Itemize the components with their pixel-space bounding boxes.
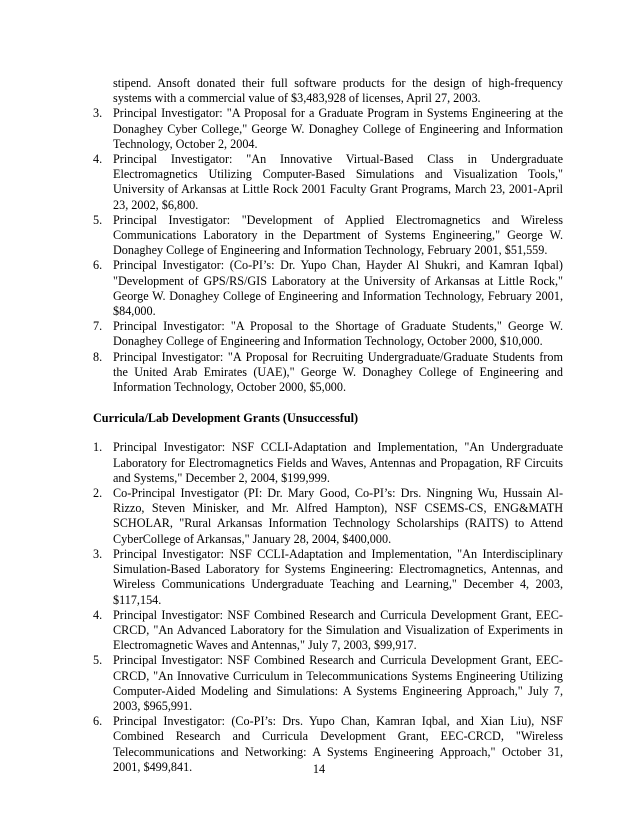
- item-text: Principal Investigator: (Co-PI’s: Dr. Yupo Chan, Hayder Al Shukri, and Kamran Iqbal) "Development of GPS/RS/GIS Laboratory at the University of Arkansas at Little Rock," George W. Donaghey College of Engineering and Information Technology, February 2001, $84,000.: [113, 258, 563, 319]
- list-item: [93, 152, 563, 213]
- list-item: [93, 106, 563, 152]
- item-text: Principal Investigator: "Development of Applied Electromagnetics and Wireless Communications Laboratory in the Department of Systems Engineering," George W. Donaghey College of Engineering and Information Technology, February 2001, $51,559.: [113, 212, 563, 258]
- item-number: 4.: [93, 607, 103, 622]
- list-item: [93, 653, 563, 714]
- funded-grants-list: [93, 106, 563, 395]
- item-number: 7.: [93, 319, 103, 334]
- section-heading: Curricula/Lab Development Grants (Unsuccessful): [93, 411, 359, 426]
- item-number: 6.: [93, 714, 103, 729]
- item-number: 5.: [93, 653, 103, 668]
- item-text: Co-Principal Investigator (PI: Dr. Mary Good, Co-PI’s: Drs. Ningning Wu, Hussain Al-Rizzo, Steven Minisker, and Mr. Alfred Hampton), NSF CSEMS-CS, ENG&MATH SCHOLAR, "Rural Arkansas Information Technology Scholarships (RAITS) to Attend CyberCollege of Arkansas," January 28, 2004, $400,000.: [113, 486, 563, 546]
- item-number: 6.: [93, 258, 103, 273]
- list-item: [93, 608, 563, 654]
- item-number: 4.: [93, 152, 103, 167]
- continued-item-text: stipend. Ansoft donated their full software products for the design of high-frequency systems with a commercial value of $3,483,928 of licenses, April 27, 2003.: [113, 76, 563, 106]
- item-number: 8.: [93, 349, 103, 364]
- item-text: Principal Investigator: NSF CCLI-Adaptation and Implementation, "An Interdisciplinary Simulation-Based Laboratory for Systems Engineering: Electromagnetics, Antennas, and Wireless Communications Undergraduate Teaching and Learning," December 4, 2003, $117,154.: [113, 546, 563, 607]
- item-number: 2.: [93, 486, 103, 501]
- page-number: 14: [312, 762, 326, 776]
- list-item: [93, 486, 563, 547]
- unsuccessful-grants-list: [93, 440, 563, 774]
- item-text: Principal Investigator: "A Proposal for a Graduate Program in Systems Engineering at the Donaghey Cyber College," George W. Donaghey College of Engineering and Information Technology, October 2, 2004.: [113, 106, 563, 151]
- item-text: Principal Investigator: (Co-PI’s: Drs. Yupo Chan, Kamran Iqbal, and Xian Liu), NSF Combined Research and Curricula Development Grant, EEC-CRCD, "Wireless Telecommunications and Networking: A Systems Engineering Approach," October 31, 2001, $499,841.: [113, 714, 563, 774]
- item-number: 3.: [93, 546, 103, 561]
- item-text: Principal Investigator: NSF CCLI-Adaptation and Implementation, "An Undergraduate Laboratory for Electromagnetics Fields and Waves, Antennas and Propagation, RF Circuits and Systems," December 2, 2004, $199,999.: [113, 440, 563, 485]
- item-text: Principal Investigator: "A Proposal for Recruiting Undergraduate/Graduate Students from the United Arab Emirates (UAE)," George W. Donaghey College of Engineering and Information Technology, October 2000, $5,000.: [113, 349, 563, 395]
- item-number: 3.: [93, 106, 103, 121]
- item-number: 1.: [93, 440, 103, 455]
- item-text: Principal Investigator: NSF Combined Research and Curricula Development Grant, EEC-CRCD, "An Innovative Curriculum in Telecommunications Systems Engineering Utilizing Computer-Aided Modeling and Simulations: A Systems Engineering Approach," July 7, 2003, $965,991.: [113, 653, 563, 713]
- list-item: [93, 547, 563, 608]
- list-item: [93, 258, 563, 319]
- item-text: Principal Investigator: "An Innovative Virtual-Based Class in Undergraduate Electromagnetics Utilizing Computer-Based Simulations and Visualization Tools," University of Arkansas at Little Rock 2001 Faculty Grant Programs, March 23, 2001-April 23, 2002, $6,800.: [113, 152, 563, 212]
- list-item: [93, 440, 563, 486]
- item-text: Principal Investigator: "A Proposal to the Shortage of Graduate Students," George W. Donaghey College of Engineering and Information Technology, October 2000, $10,000.: [113, 319, 563, 349]
- item-number: 5.: [93, 212, 103, 227]
- list-item: [93, 350, 563, 396]
- list-item: [93, 213, 563, 259]
- list-item: [93, 319, 563, 349]
- page-content: [93, 76, 563, 775]
- item-text: Principal Investigator: NSF Combined Research and Curricula Development Grant, EEC-CRCD, "An Advanced Laboratory for the Simulation and Visualization of Experiments in Electromagnetic Waves and Antennas," July 7, 2003, $99,917.: [113, 607, 563, 653]
